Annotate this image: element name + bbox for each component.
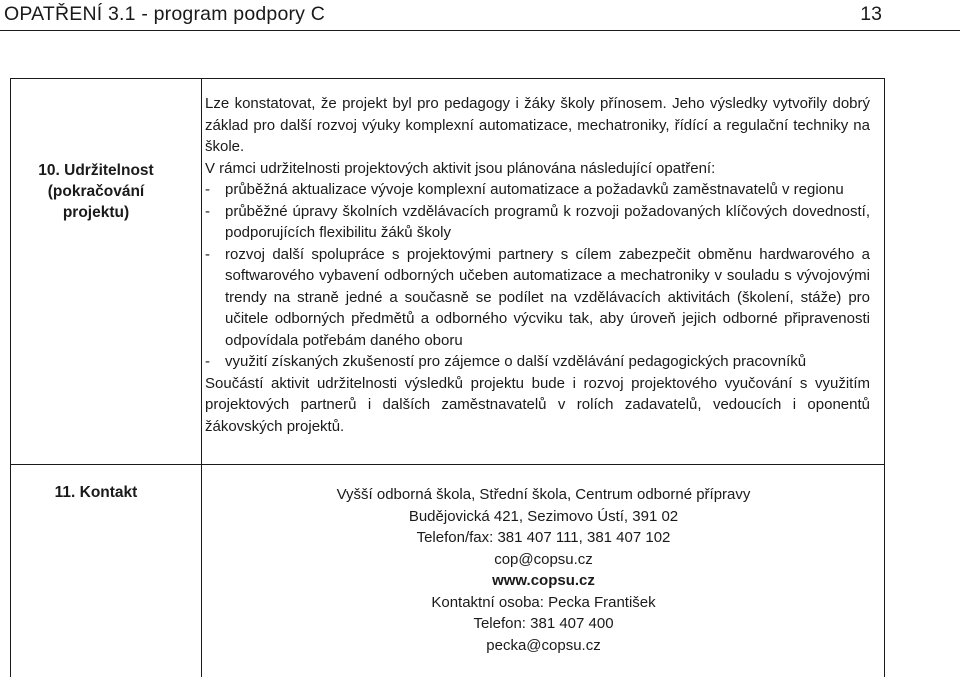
contact-organization: Vyšší odborná škola, Střední škola, Centrum odborné přípravy [336,486,751,503]
contact-phone-fax: Telefon/fax: 381 407 111, 381 407 102 [416,529,671,546]
list-item-text: využití získaných zkušeností pro zájemce o další vzdělávání pedagogických pracovníků [225,353,807,370]
list-item: - rozvoj další spolupráce s projektovými partnery s cílem zabezpečit obměnu hardwarového a softwarového vybavení odborných učeben automatizace a mechatroniky v souladu s vývojovými trendy na straně jedné a současně se podílet na vzdělávacích aktivitách (školení, stáže) pro učitele odborných předmětů a odborného výcviku tak, aby úroveň jejich odborné připravenosti odpovídala potřebám daného oboru [205,245,870,349]
label-cell-sustainability [10,78,202,465]
page-header [0,0,960,31]
intro-paragraph: Lze konstatovat, že projekt byl pro pedagogy i žáky školy přínosem. Jeho výsledky vytvořily dobrý základ pro další rozvoj výuky komplexní automatizace, mechatroniky, řídící a regulační techniky na škole. [205,95,870,155]
page-number: 13 [860,3,882,25]
section-label-line: projektu) [62,204,130,221]
page-title: OPATŘENÍ 3.1 - program podpory C [4,3,326,25]
contact-address: Budějovická 421, Sezimovo Ústí, 391 02 [408,507,679,525]
contact-person-email-link[interactable]: pecka@copsu.cz [486,636,601,654]
section-label-contact: 11. Kontakt [54,484,138,501]
list-item-text: rozvoj další spolupráce s projektovými partnery s cílem zabezpečit obměnu hardwarového a softwarového vybavení odborných učeben automatizace a mechatroniky v souladu s vývojovými trendy na straně jedné a současně se podílet na vzdělávacích aktivitách (školení, stáže) pro učitele odborných předmětů a odborného výcviku tak, aby úroveň jejich odborné připravenosti odpovídala potřebám daného oboru [225,245,870,349]
sustainability-text [205,93,870,437]
contact-block [202,484,885,656]
measures-intro: V rámci udržitelnosti projektových aktivit jsou plánována následující opatření: [205,159,716,177]
section-label-line: (pokračování [47,183,145,200]
contact-person-phone: Telefon: 381 407 400 [473,615,614,632]
section-label-sustainability [0,160,192,223]
list-item: - průběžné úpravy školních vzdělávacích programů k rozvoji požadovaných klíčových dovedností, podporujících flexibilitu žáků školy [205,202,870,241]
contact-email-link[interactable]: cop@copsu.cz [494,550,593,568]
list-item: - průběžná aktualizace vývoje komplexní automatizace a požadavků zaměstnavatelů v regionu [205,181,844,198]
list-item: - využití získaných zkušeností pro zájemce o další vzdělávání pedagogických pracovníků [205,353,807,370]
contact-person: Kontaktní osoba: Pecka František [431,593,656,611]
contact-website-link[interactable]: www.copsu.cz [492,572,595,589]
closing-paragraph: Součástí aktivit udržitelnosti výsledků projektu bude i rozvoj projektového vyučování s využitím projektových partnerů i dalších zaměstnavatelů v rolích zadavatelů, vedoucích i oponentů žákovských projektů. [205,374,870,435]
list-item-text: průběžná aktualizace vývoje komplexní automatizace a požadavků zaměstnavatelů v regionu [225,181,844,198]
section-label-line: 10. Udržitelnost [38,162,154,179]
list-item-text: průběžné úpravy školních vzdělávacích programů k rozvoji požadovaných klíčových dovedností, podporujících flexibilitu žáků školy [225,202,870,241]
